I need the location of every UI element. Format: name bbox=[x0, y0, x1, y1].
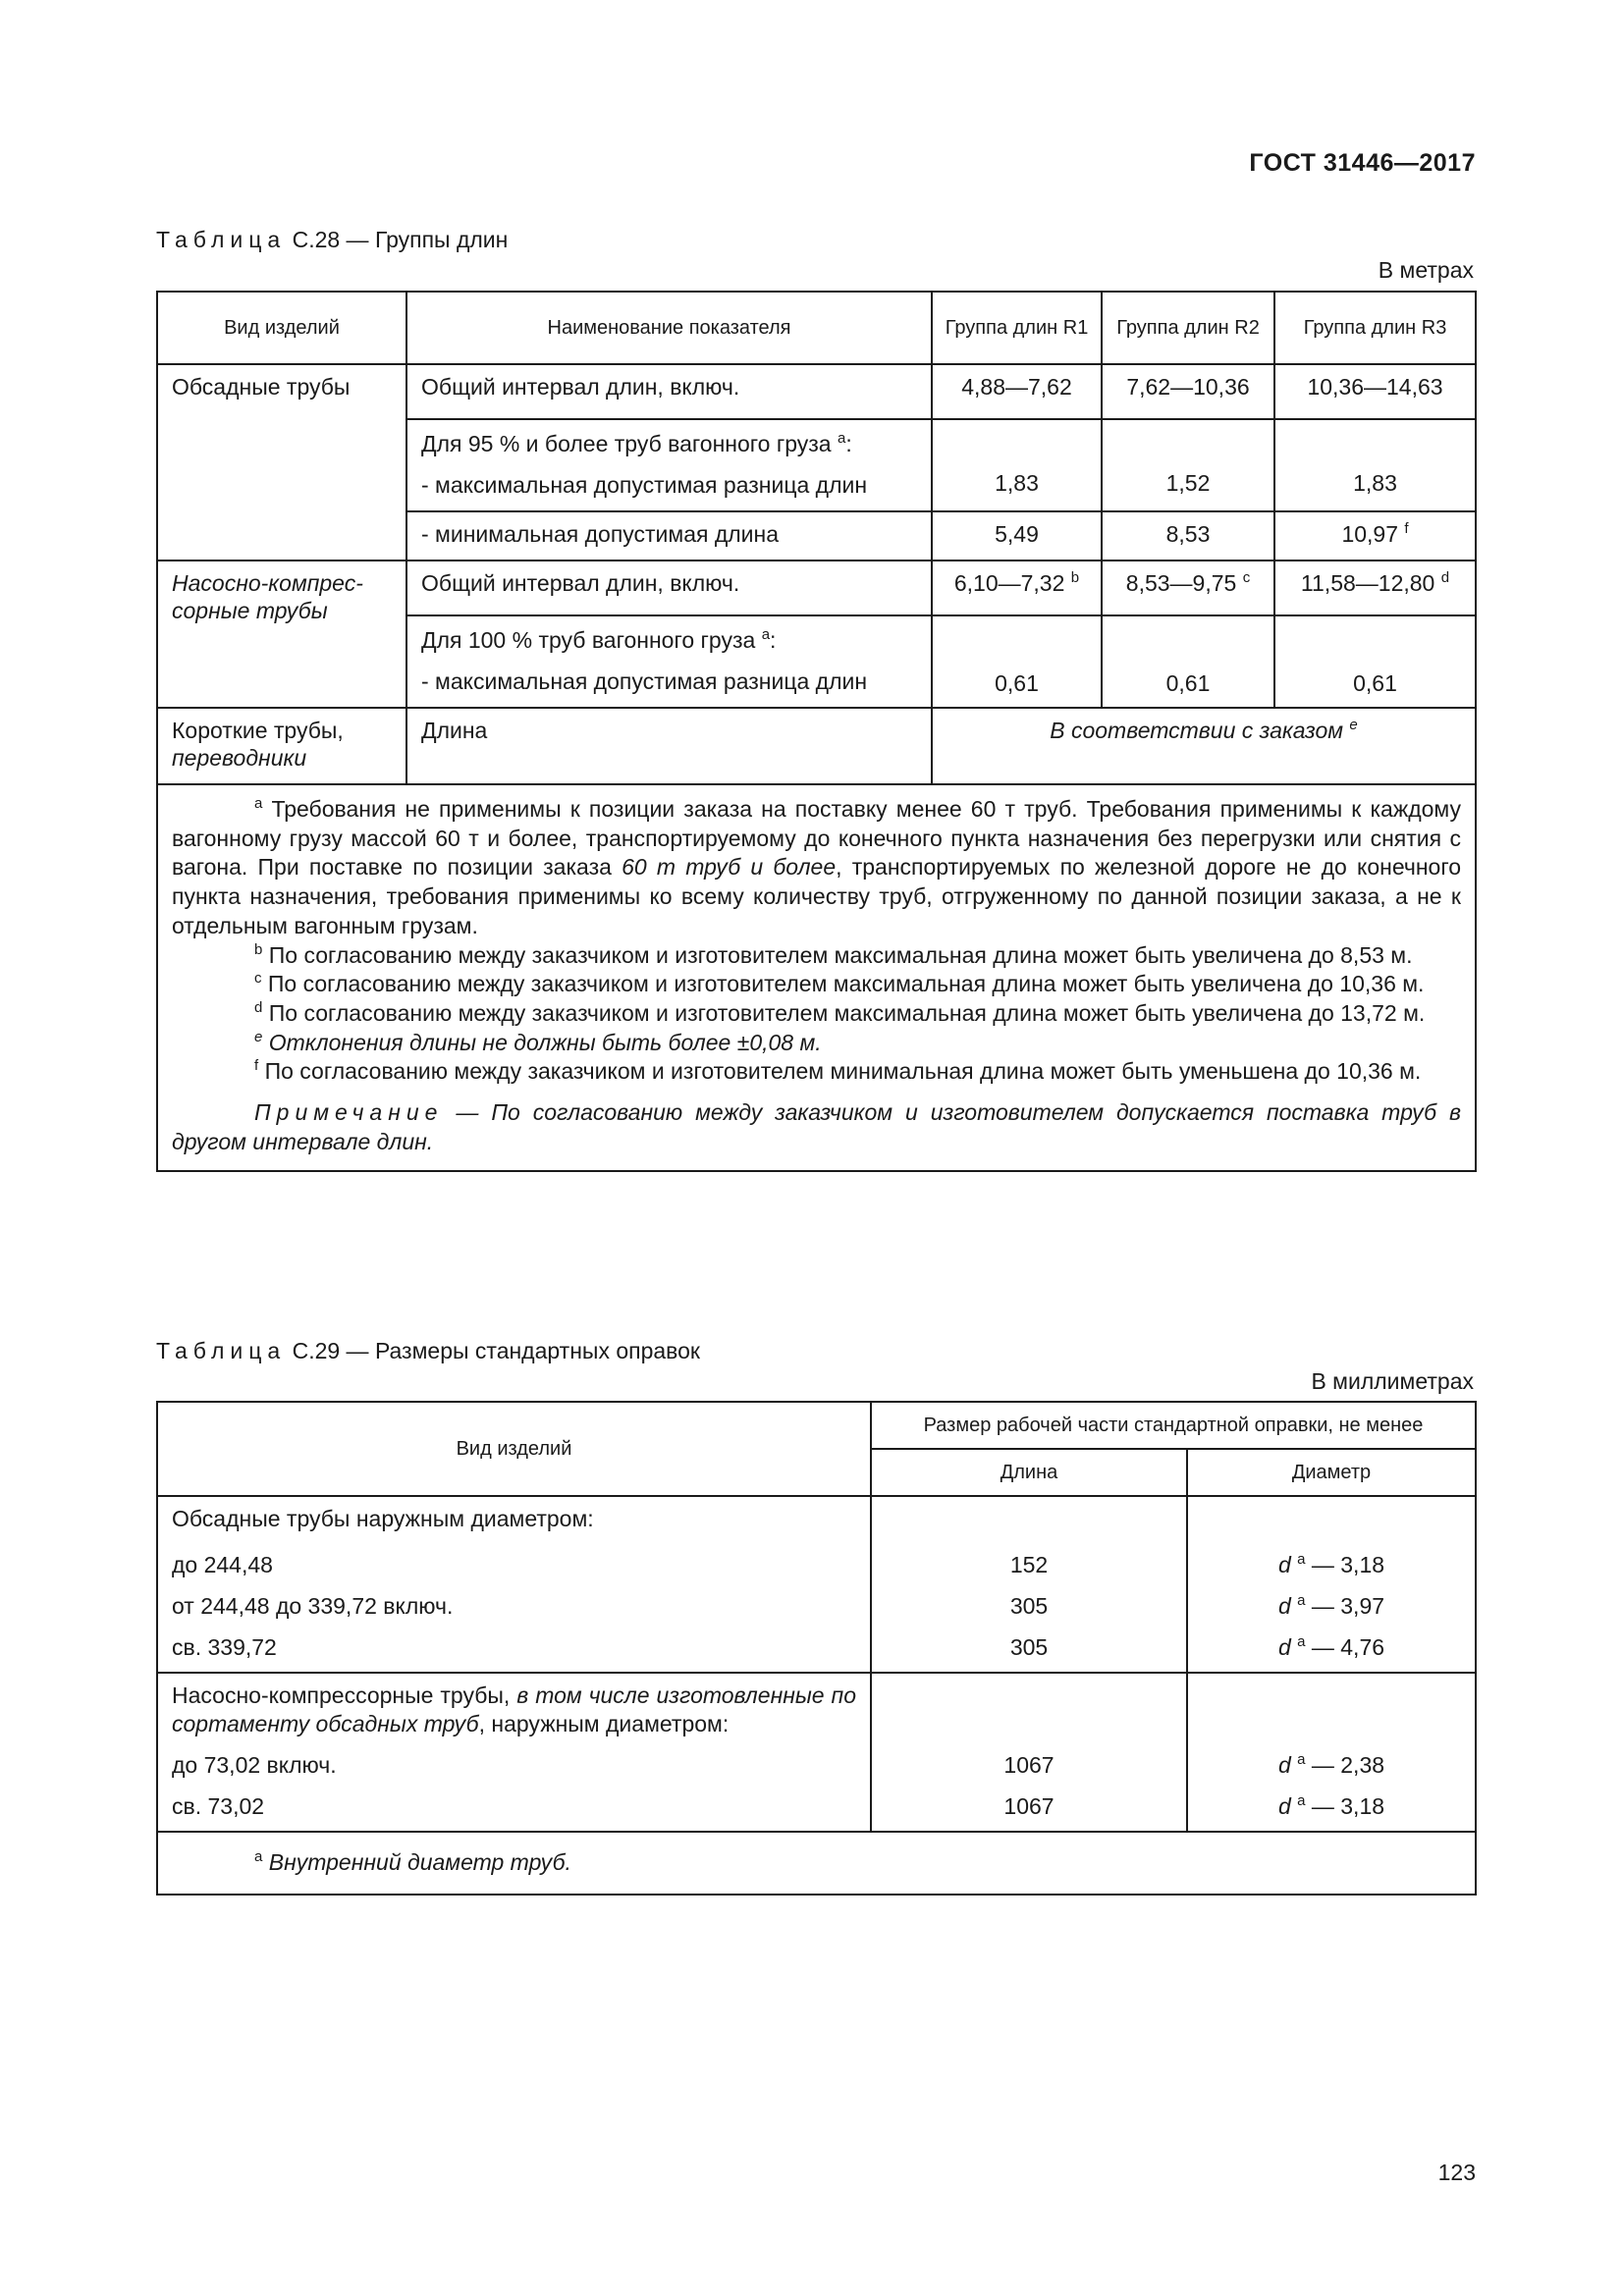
value-r3: 0,61 bbox=[1274, 615, 1476, 708]
indicator-interval: Общий интервал длин, включ. bbox=[406, 364, 932, 419]
footnote-d: $^d$ По согласованию между заказчиком и изготовителем максимальная длина может быть увеличена до 13,72 м. bbox=[254, 998, 1426, 1026]
header-indicator: Наименование показателя bbox=[406, 292, 932, 364]
group-title: Обсадные трубы наружным диаметром: bbox=[172, 1506, 594, 1531]
table-c29-caption bbox=[156, 1338, 700, 1364]
group-title: Насосно-компрессорные трубы, в том числе изготовленные по сортаменту обсадных труб, наружным диаметром: bbox=[172, 1682, 856, 1736]
header-r2: Группа длин R2 bbox=[1102, 292, 1274, 364]
diameter-value: d $^a$ — 3,18 bbox=[1277, 1792, 1385, 1819]
table-header-row bbox=[157, 1402, 1476, 1449]
table-c28-units: В метрах bbox=[1378, 257, 1474, 283]
header-product: Вид изделий bbox=[157, 292, 406, 364]
value-r3: 11,58—12,80 $^d$ bbox=[1274, 561, 1476, 615]
length-value: 152 bbox=[1009, 1552, 1049, 1577]
indicator-min-length: - минимальная допустимая длина bbox=[406, 511, 932, 561]
tubing-lengths bbox=[871, 1673, 1187, 1832]
value-r3: 10,97 $^f$ bbox=[1274, 511, 1476, 561]
diameter-value: d $^a$ — 3,97 bbox=[1277, 1592, 1385, 1619]
table-c29 bbox=[156, 1401, 1477, 1896]
table-header-row bbox=[157, 292, 1476, 364]
value-r1: 5,49 bbox=[932, 511, 1102, 561]
value-r3: 10,36—14,63 bbox=[1274, 364, 1476, 419]
product-tubing: Насосно-компрес- сорные трубы bbox=[157, 561, 406, 708]
diameter-value: d $^a$ — 3,18 bbox=[1277, 1551, 1385, 1577]
footnote-f: $^f$ По согласованию между заказчиком и изготовителем минимальная длина может быть уменьшена до 10,36 м. bbox=[254, 1057, 1422, 1085]
length-value: 305 bbox=[1009, 1634, 1049, 1660]
header-product: Вид изделий bbox=[157, 1402, 871, 1496]
table-footnotes bbox=[157, 784, 1476, 1171]
size-label: до 73,02 включ. bbox=[172, 1752, 337, 1778]
table-row bbox=[157, 708, 1476, 784]
size-label: от 244,48 до 339,72 включ. bbox=[172, 1593, 454, 1619]
caption-text: С.28 — Группы длин bbox=[292, 227, 509, 252]
footnote-e: $^e$ Отклонения длины не должны быть более ±0,08 м. bbox=[254, 1028, 822, 1055]
value-r2: 8,53—9,75 $^c$ bbox=[1102, 561, 1274, 615]
tubing-group bbox=[157, 1673, 871, 1832]
diameter-value: d $^a$ — 2,38 bbox=[1277, 1751, 1385, 1778]
product-casing: Обсадные трубы bbox=[157, 364, 406, 561]
footnote-a: $^a$ Требования не применимы к позиции заказа на поставку менее 60 т труб. Требования применимы к каждому вагонному грузу массой 60 т и более, транспортируемому до конечного пункта назначения без перегрузки или снятия с вагона. При поставке по позиции заказа 60 т труб и более, транспортируемых по железной дороге не до конечного пункта назначения, требования применимы ко всему количеству труб, отгруженному по данной позиции заказа, а не к отдельным вагонным грузам. bbox=[172, 795, 1461, 938]
footnote-b: $^b$ По согласованию между заказчиком и изготовителем максимальная длина может быть увеличена до 8,53 м. bbox=[254, 940, 1413, 968]
table-row-group bbox=[157, 1496, 1476, 1673]
page-number: 123 bbox=[1437, 2160, 1476, 2185]
indicator-length: Длина bbox=[406, 708, 932, 784]
table-footnotes bbox=[157, 1832, 1476, 1895]
value-r3: 1,83 bbox=[1274, 419, 1476, 511]
value-r2: 7,62—10,36 bbox=[1102, 364, 1274, 419]
value-r2: 8,53 bbox=[1102, 511, 1274, 561]
size-label: св. 339,72 bbox=[172, 1634, 277, 1660]
table-row-group bbox=[157, 1673, 1476, 1832]
table-c28-caption bbox=[156, 227, 508, 253]
footnote-a: $^a$ Внутренний диаметр труб. bbox=[157, 1832, 1476, 1895]
caption-word: Таблица bbox=[156, 1338, 287, 1363]
indicator-interval: Общий интервал длин, включ. bbox=[406, 561, 932, 615]
length-value: 305 bbox=[1009, 1593, 1049, 1619]
table-row bbox=[157, 561, 1476, 615]
size-label: до 244,48 bbox=[172, 1552, 273, 1577]
diameter-value: d $^a$ — 4,76 bbox=[1277, 1633, 1385, 1660]
caption-text: С.29 — Размеры стандартных оправок bbox=[292, 1338, 700, 1363]
value-r2: 1,52 bbox=[1102, 419, 1274, 511]
value-r1: 4,88—7,62 bbox=[932, 364, 1102, 419]
product-short: Короткие трубы, переводники bbox=[157, 708, 406, 784]
header-r1: Группа длин R1 bbox=[932, 292, 1102, 364]
length-value: 1067 bbox=[1003, 1793, 1055, 1819]
table-c29-units: В миллиметрах bbox=[1311, 1368, 1474, 1394]
indicator-max-diff: Для 100 % труб вагонного груза $^a$: - максимальная допустимая разница длин bbox=[406, 615, 932, 708]
header-length: Длина bbox=[871, 1449, 1187, 1496]
table-row bbox=[157, 364, 1476, 419]
table-c28 bbox=[156, 291, 1477, 1172]
footnote-c: $^c$ По согласованию между заказчиком и изготовителем максимальная длина может быть увеличена до 10,36 м. bbox=[254, 970, 1425, 997]
length-value: 1067 bbox=[1003, 1752, 1055, 1778]
caption-word: Таблица bbox=[156, 227, 287, 252]
tubing-diameters bbox=[1187, 1673, 1476, 1832]
standard-code: ГОСТ 31446—2017 bbox=[1249, 149, 1476, 177]
casing-lengths bbox=[871, 1496, 1187, 1673]
value-r1: 6,10—7,32 $^b$ bbox=[932, 561, 1102, 615]
value-by-order: В соответствии с заказом $^e$ bbox=[932, 708, 1476, 784]
indicator-max-diff: Для 95 % и более труб вагонного груза $^a$: - максимальная допустимая разница длин bbox=[406, 419, 932, 511]
value-r2: 0,61 bbox=[1102, 615, 1274, 708]
size-label: св. 73,02 bbox=[172, 1793, 265, 1819]
casing-diameters bbox=[1187, 1496, 1476, 1673]
header-mandrel-size: Размер рабочей части стандартной оправки, не менее bbox=[871, 1402, 1476, 1449]
value-r1: 1,83 bbox=[932, 419, 1102, 511]
header-diameter: Диаметр bbox=[1187, 1449, 1476, 1496]
table-note: Примечание — По согласованию между заказчиком и изготовителем допускается поставка труб в другом интервале длин. bbox=[172, 1099, 1461, 1154]
casing-group bbox=[157, 1496, 871, 1673]
value-r1: 0,61 bbox=[932, 615, 1102, 708]
header-r3: Группа длин R3 bbox=[1274, 292, 1476, 364]
